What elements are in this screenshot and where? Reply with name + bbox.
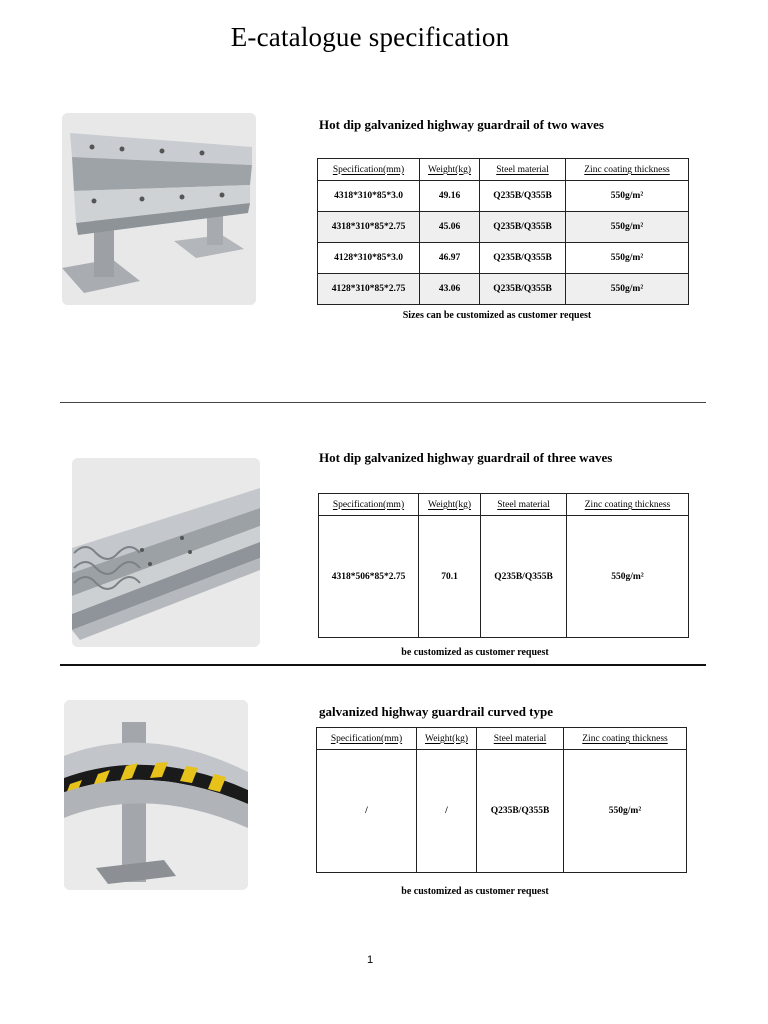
spec-cell: 4128*310*85*2.75 [318, 274, 420, 305]
table-row [318, 212, 689, 243]
section-heading: galvanized highway guardrail curved type [319, 704, 554, 719]
weight-cell: 49.16 [420, 181, 480, 212]
table-row [318, 274, 689, 305]
section-heading: Hot dip galvanized highway guardrail of two waves [319, 117, 604, 132]
zinc-cell: 550g/m² [566, 181, 689, 212]
table-row [318, 181, 689, 212]
table-row [319, 516, 689, 638]
column-header-material: Steel material [477, 728, 564, 750]
weight-cell: / [417, 750, 477, 873]
column-header-weight: Weight(kg) [420, 159, 480, 181]
spec-cell: 4128*310*85*3.0 [318, 243, 420, 274]
spec-table-two-waves [317, 158, 689, 305]
material-cell: Q235B/Q355B [481, 516, 567, 638]
table-row [318, 243, 689, 274]
material-cell: Q235B/Q355B [477, 750, 564, 873]
spec-table-curved [316, 727, 687, 873]
three-wave-guardrail-photo [72, 458, 260, 647]
column-header-weight: Weight(kg) [419, 494, 481, 516]
column-header-zinc: Zinc coating thickness [564, 728, 687, 750]
column-header-specification: Specification(mm) [318, 159, 420, 181]
customization-note: be customized as customer request [401, 886, 549, 897]
two-wave-guardrail-photo [62, 113, 256, 305]
weight-cell: 45.06 [420, 212, 480, 243]
material-cell: Q235B/Q355B [480, 243, 566, 274]
spec-table-three-waves [318, 493, 689, 638]
customization-note: Sizes can be customized as customer request [402, 310, 592, 321]
customization-note: be customized as customer request [401, 647, 549, 658]
zinc-cell: 550g/m² [564, 750, 687, 873]
spec-cell: 4318*310*85*3.0 [318, 181, 420, 212]
page-number: 1 [366, 954, 374, 966]
column-header-weight: Weight(kg) [417, 728, 477, 750]
page-title: E-catalogue specification [230, 22, 510, 52]
material-cell: Q235B/Q355B [480, 181, 566, 212]
section-divider [60, 402, 706, 403]
zinc-cell: 550g/m² [567, 516, 689, 638]
weight-cell: 46.97 [420, 243, 480, 274]
zinc-cell: 550g/m² [566, 243, 689, 274]
column-header-specification: Specification(mm) [317, 728, 417, 750]
column-header-zinc: Zinc coating thickness [566, 159, 689, 181]
zinc-cell: 550g/m² [566, 212, 689, 243]
curved-guardrail-photo [64, 700, 248, 890]
table-row [317, 750, 687, 873]
column-header-specification: Specification(mm) [319, 494, 419, 516]
column-header-material: Steel material [480, 159, 566, 181]
spec-cell: 4318*310*85*2.75 [318, 212, 420, 243]
spec-cell: 4318*506*85*2.75 [319, 516, 419, 638]
material-cell: Q235B/Q355B [480, 212, 566, 243]
column-header-zinc: Zinc coating thickness [567, 494, 689, 516]
material-cell: Q235B/Q355B [480, 274, 566, 305]
weight-cell: 43.06 [420, 274, 480, 305]
section-divider [60, 664, 706, 666]
weight-cell: 70.1 [419, 516, 481, 638]
zinc-cell: 550g/m² [566, 274, 689, 305]
column-header-material: Steel material [481, 494, 567, 516]
section-heading: Hot dip galvanized highway guardrail of three waves [319, 450, 613, 465]
spec-cell: / [317, 750, 417, 873]
